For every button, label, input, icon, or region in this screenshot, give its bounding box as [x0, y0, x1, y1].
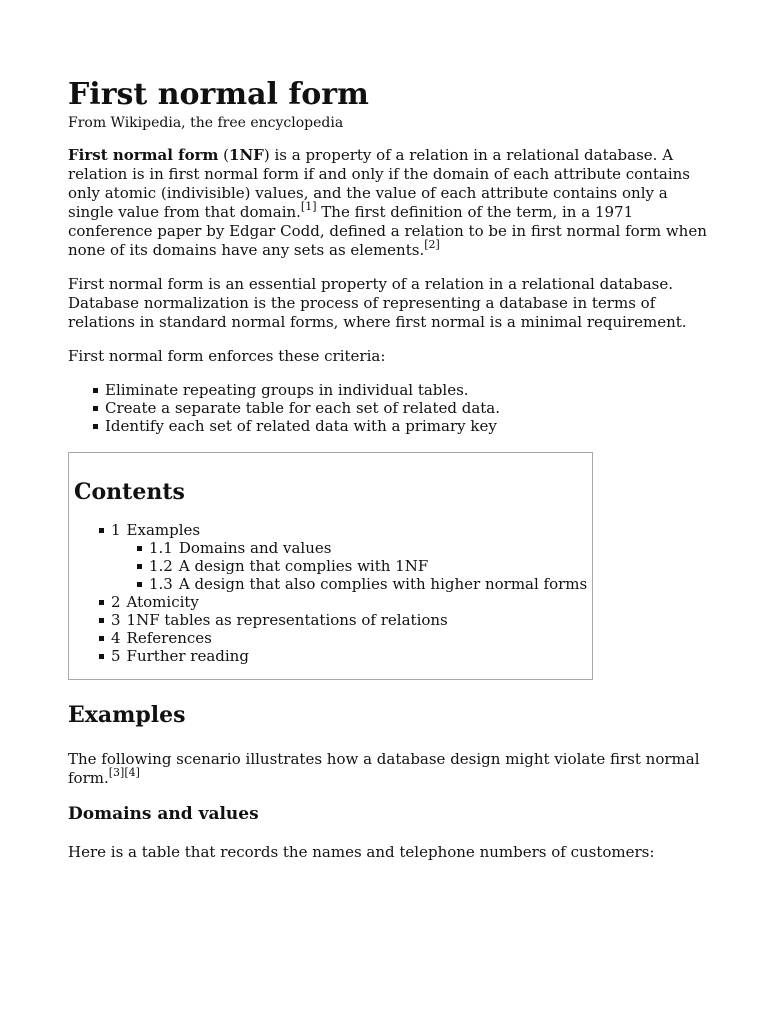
reference-link-3[interactable]: [3]	[108, 766, 125, 779]
paragraph-examples	[68, 750, 708, 788]
section-heading-domains: Domains and values	[68, 804, 259, 824]
list-item: Create a separate table for each set of related data.	[105, 399, 708, 417]
page-title: First normal form	[68, 77, 369, 112]
toc-item-atomicity[interactable]	[111, 593, 592, 611]
reference-link-4[interactable]: [4]	[124, 766, 140, 779]
toc-item-references[interactable]	[111, 629, 592, 647]
table-of-contents	[68, 452, 593, 680]
criteria-list	[68, 381, 708, 435]
toc-label: References	[126, 629, 212, 647]
toc-number: 5	[111, 647, 121, 665]
toc-number: 1.3	[149, 575, 173, 593]
toc-title: Contents	[74, 479, 185, 505]
intro-text-2: The first definition of the term, in a 1971 conference paper by Edgar Codd, defined a relation to be in first normal form when none of its domains have any sets as elements.	[68, 203, 707, 259]
intro-abbr: 1NF	[229, 146, 264, 164]
toc-item-domains-and-values[interactable]	[149, 539, 592, 557]
toc-item-1nf-tables[interactable]	[111, 611, 592, 629]
toc-number: 1.2	[149, 557, 173, 575]
toc-sublist	[111, 539, 592, 593]
intro-abbr-open: (	[218, 146, 230, 164]
toc-label: Examples	[126, 521, 201, 539]
paragraph-normalization: First normal form is an essential property of a relation in a relational database. Database normalization is the process of representing a database in terms of relations in standard normal forms, where first normal is a minimal requirement.	[68, 275, 687, 331]
toc-item-further-reading[interactable]	[111, 647, 592, 665]
toc-number: 1.1	[149, 539, 173, 557]
toc-label: A design that complies with 1NF	[178, 557, 429, 575]
list-item: Eliminate repeating groups in individual tables.	[105, 381, 708, 399]
page-subtitle: From Wikipedia, the free encyclopedia	[68, 115, 344, 131]
intro-text-1: ) is a property of a relation in a relational database. A relation is in first normal form if and only if the domain of each attribute contains only atomic (indivisible) values, and the value of each attribute contains only a single value from that domain.	[68, 146, 690, 221]
reference-link-1[interactable]: [1]	[300, 200, 317, 213]
toc-label: Further reading	[126, 647, 249, 665]
toc-number: 2	[111, 593, 121, 611]
reference-link-2[interactable]: [2]	[424, 238, 440, 251]
paragraph-domains: Here is a table that records the names and telephone numbers of customers:	[68, 843, 655, 861]
toc-label: Domains and values	[178, 539, 332, 557]
examples-text: The following scenario illustrates how a database design might violate first normal form.	[68, 750, 700, 787]
toc-number: 3	[111, 611, 121, 629]
intro-paragraph	[68, 146, 708, 260]
paragraph-criteria-intro: First normal form enforces these criteria:	[68, 347, 386, 365]
toc-list	[74, 521, 592, 665]
list-item: Identify each set of related data with a primary key	[105, 417, 708, 435]
toc-item-design-higher-normal-forms[interactable]	[149, 575, 592, 593]
toc-number: 1	[111, 521, 121, 539]
toc-number: 4	[111, 629, 121, 647]
toc-label: Atomicity	[126, 593, 199, 611]
intro-bold-term: First normal form	[68, 146, 219, 164]
toc-label: A design that also complies with higher normal forms	[178, 575, 588, 593]
toc-item-design-complies-1nf[interactable]	[149, 557, 592, 575]
toc-label: 1NF tables as representations of relations	[126, 611, 448, 629]
article-content	[68, 76, 708, 877]
section-heading-examples: Examples	[68, 702, 186, 728]
toc-item-examples[interactable]	[111, 521, 592, 593]
